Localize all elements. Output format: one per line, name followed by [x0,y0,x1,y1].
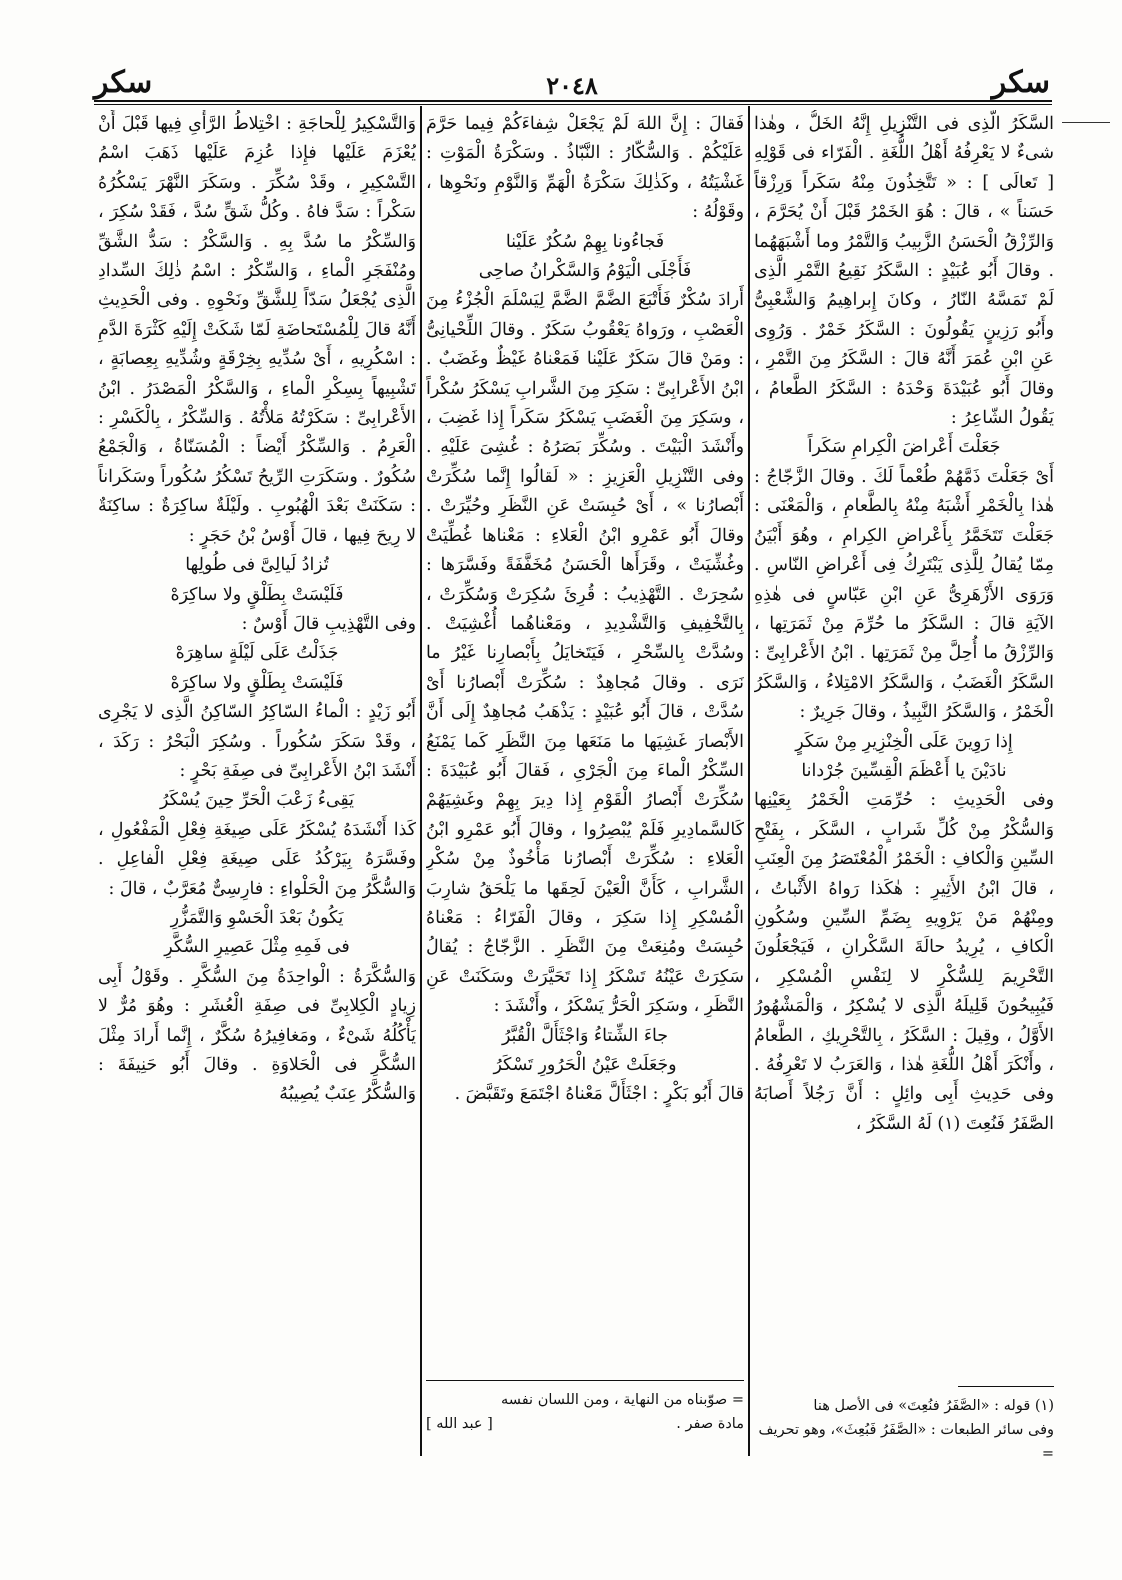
entry-paragraph: وفى التَّهْذِيبِ قالَ أَوْسٌ : [241,613,416,634]
verse-line: إِذا رَوِينَ عَلَى الْخِنْزِيرِ مِنْ سَكَرٍ [795,731,1013,752]
entry-paragraph: فَقالَ : إِنَّ اللهَ لَمْ يَجْعَلْ شِفاءَكُمْ فِيما حَرَّمَ عَلَيْكُمْ . وَالسُّكّارُ : النَّبّاذُ . وسَكْرَةُ الْمَوْتِ : غَشْيَتُهُ ، وكَذٰلِكَ سَكْرَةُ الْهَمِّ وَالنَّوْمِ ونَحْوِها ، وقَوْلُهُ : [426,114,744,223]
column-divider-right [748,106,750,1456]
verse-line: وجَعَلَتْ عَيْنُ الْحَرُورِ تَسْكَرُ [493,1055,677,1075]
footnote-middle-line1: = صوّبناه من النهاية ، ومن اللسان نفسه [501,1392,744,1408]
verse-line: يَقِىءُ زَعْبَ الْحَرِّ حِينَ يُسْكَرُ [159,790,354,811]
column-divider-left [420,106,422,1456]
entry-paragraph: وَالتَّسْكِيرُ لِلْحاجَةِ : اخْتِلاطُ الرَّأْىِ فِيها قَبْلَ أَنْ يُعْزَمَ عَلَيْها فإِذا عُزِمَ عَلَيْها ذَهَبَ اسْمُ التَّسْكِيرِ ، وقَدْ سُكِّرَ . وسَكَرَ النَّهْرَ يَسْكُرُهُ سَكْراً : سَدَّ فاهُ . وكُلُّ شَقٍّ سُدَّ ، فَقَدْ سُكِرَ ، وَالسِّكْرُ ما سُدَّ بِهِ . وَالسَّكْرُ : سَدُّ الشَّقِّ ومُنْفَجَرِ الْماءِ ، وَالسِّكْرُ : اسْمُ ذٰلِكَ السِّدادِ الَّذِى يُجْعَلُ سَدّاً لِلشَّقِّ ونَحْوِهِ . وفى الْحَدِيثِ أَنَّهُ قالَ لِلْمُسْتَحاضَةِ لَمّا شَكَتْ إِلَيْهِ كَثْرَةَ الدَّمِ : اسْكُرِيهِ ، أَىْ سُدِّيهِ بِخِرْقَةٍ وشُدِّيهِ بِعِصابَةٍ ، تَشْبِيهاً بِسِكْرِ الْماءِ ، وَالسَّكْرُ الْمَصْدَرُ . ابْنُ الأَعْرابِىِّ : سَكَرْتُهُ مَلأْتُهُ . وَالسِّكْرُ ، بِالْكَسْرِ : الْعَرِمُ . وَالسِّكْرُ أَيْضاً : الْمُسَنّاةُ ، وَالْجَمْعُ سُكُورٌ . وسَكَرَتِ الرِّيحُ تَسْكُرُ سُكُوراً وسَكَراناً : سَكَنَتْ بَعْدَ الْهُبُوبِ . ولَيْلَةٌ ساكِرَةٌ : ساكِنَةٌ لا رِيحَ فِيها ، قالَ أَوْسُ بْنُ حَجَرٍ : [98,114,416,546]
verse-line: يَكُونُ بَعْدَ الْحَسْوِ وَالتَّمَزُّرِ [170,907,344,928]
page-header [94,54,1050,98]
verse-line: جَذَلْتُ عَلَى لَيْلَةٍ ساهِرَهْ [175,643,339,664]
verse-line: تُزادُ لَيالِىَّ فى طُولِها [185,555,329,576]
verse-line: فَأَجْلَى الْيَوْمُ وَالسَّكْرانُ صاحِى [478,261,692,282]
verse-line: جاءَ الشِّتاءُ وَاجْثَأَلَّ الْقُبَّرُ [501,1025,669,1046]
column-left [98,110,416,1450]
header-rule-thin [94,104,1052,105]
column-right [754,110,1054,1380]
verse-line: نادَيْنَ يا أَعْظَمَ الْقِسِّينَ جُرْدانا [801,760,1007,781]
header-root-word-right: سكر [991,65,1050,100]
margin-mark [1062,122,1110,123]
entry-paragraph: السَّكَرُ الَّذِى فى التَّنْزِيلِ إِنَّهُ الخَلُّ ، وهٰذا شىءٌ لا يَعْرِفُهُ أَهْلُ اللُّغَةِ . الْفَرّاء فى قَوْلِهِ [ تَعالَى ] : « تَتَّخِذُونَ مِنْهُ سَكَراً وَرِزْقاً حَسَناً » ، قالَ : هُوَ الخَمْرُ قَبْلَ أَنْ يُحَرَّمَ ، وَالرِّزْقُ الْحَسَنُ الزَّبِيبُ وَالتَّمْرُ وما أَشْبَهَهُما . وقالَ أَبُو عُبَيْدٍ : السَّكَرُ نَقِيعُ التَّمْرِ الَّذِى لَمْ تَمَسَّهُ النّارُ ، وكانَ إِبراهِيمُ وَالشَّعْبِىُّ وأَبُو رَزِينٍ يَقُولُونَ : السَّكَرُ خَمْرٌ . وَرُوِى عَنِ ابْنِ عُمَرَ أَنَّهُ قالَ : السَّكَرُ مِنَ التَّمْرِ ، وقالَ أَبُو عُبَيْدَةَ وَحْدَهُ : السَّكَرُ الطَّعامُ ، يَقُولُ الشّاعِرُ : [754,114,1054,429]
footnote-rule-middle [426,1380,744,1381]
footnote-right [754,1394,1054,1466]
entry-paragraph: قالَ أَبُو بَكْرٍ : اجْثَأَلَّ مَعْناهُ اجْتَمَعَ وتَقَبَّضَ . [454,1084,744,1105]
footnote-rule-right [958,1386,1054,1387]
editor-signature: [ عبد الله ] [426,1416,493,1432]
entry-paragraph: أَرادَ سُكْرٌ فَأَتْبَعَ الضَّمَّ الضَّمَّ لِيَسْلَمَ الْجُزْءُ مِنَ الْعَصْبِ ، ورَواهُ يَعْقُوبُ سَكَرٌ . وقالَ اللِّحْيانِىُّ : ومَنْ قالَ سَكَرٌ عَلَيْنا فَمَعْناهُ غَيْظٌ وغَضَبٌ . ابْنُ الأَعْرابِىِّ : سَكِرَ مِنَ الشَّرابِ يَسْكَرُ سُكْراً ، وسَكِرَ مِنَ الْغَضَبِ يَسْكَرُ سَكَراً إِذا غَضِبَ ، وأَنْشَدَ الْبَيْتَ . وسُكِّرَ بَصَرُهُ : غُشِىَ عَلَيْهِ . وفى التَّنْزِيلِ الْعَزِيزِ : « لَقالُوا إِنَّما سُكِّرَتْ أَبْصارُنا » ، أَىْ حُبِسَتْ عَنِ النَّظَرِ وحُيِّرَتْ . وقالَ أَبُو عَمْرِو ابْنُ الْعَلاءِ : مَعْناها غُطِّيَتْ وغُشِّيَتْ ، وقَرَأَها الْحَسَنُ مُخَفَّفَةً وفَسَّرَها : سُحِرَتْ . التَّهْذِيبُ : قُرِئَ سُكِرَتْ وَسُكِّرَتْ ، بِالتَّخْفِيفِ وَالتَّشْدِيدِ ، ومَعْناهُما أُغْشِيَتْ . وسُدَّتْ بِالسِّحْرِ ، فَيَتَخايَلُ بِأَبْصارِنا غَيْرُ ما نَرَى . وقالَ مُجاهِدٌ : سُكِّرَتْ أَبْصارُنا أَىْ سُدَّتْ ، قالَ أَبُو عُبَيْدٍ : يَذْهَبُ مُجاهِدٌ إِلَى أَنَّ الأَبْصارَ غَشِيَها ما مَنَعَها مِنَ النَّظَرِ كَما يَمْنَعُ السِّكْرُ الْماءَ مِنَ الْجَرْىِ ، فَقالَ أَبُو عُبَيْدَةَ : سُكِّرَتْ أَبْصارُ الْقَوْمِ إِذا دِيرَ بِهِمْ وغَشِيَهُمْ كَالسَّمادِيرِ فَلَمْ يُبْصِرُوا ، وقالَ أَبُو عَمْرِو ابْنُ الْعَلاءِ : سُكِّرَتْ أَبْصارُنا مَأْخُوذٌ مِنْ سُكْرِ الشَّرابِ ، كَأَنَّ الْعَيْنَ لَحِقَها ما يَلْحَقُ شارِبَ الْمُسْكِرِ إِذا سَكِرَ ، وقالَ الْفَرّاءُ : مَعْناهُ حُبِسَتْ ومُنِعَتْ مِنَ النَّظَرِ . الزَّجّاجُ : يُقالُ سَكِرَتْ عَيْنُهُ تَسْكَرُ إِذا تَحَيَّرَتْ وسَكَنَتْ عَنِ النَّظَرِ ، وسَكِرَ الْحَرُّ يَسْكَرُ ، وأَنْشَدَ : [426,290,744,1017]
entry-paragraph: وفى الْحَدِيثِ : حُرِّمَتِ الْخَمْرُ بِعَيْنِها وَالسُّكْرُ مِنْ كُلِّ شَرابٍ ، السَّكَر ، بِفَتْحِ السِّينِ وَالْكافِ : الْخَمْرُ الْمُعْتَصَرُ مِنَ الْعِنَبِ ، قالَ ابْنُ الأَثِيرِ : هٰكَذا رَواهُ الأَثْباتُ ، ومِنْهُمْ مَنْ يَرْوِيهِ بِضَمِّ السِّينِ وسُكُونِ الْكافِ ، يُرِيدُ حالَةَ السَّكْرانِ ، فَيَجْعَلُونَ التَّحْرِيمَ لِلسُّكْرِ لا لِنَفْسِ الْمُسْكِرِ ، فَيُبِيحُونَ قَلِيلَهُ الَّذِى لا يُسْكِرُ ، وَالْمَشْهُورُ الأَوَّلُ ، وقِيلَ : السَّكَرُ ، بِالتَّحْرِيكِ ، الطَّعامُ ، وأَنْكَرَ أَهْلُ اللُّغَةِ هٰذا ، وَالعَرَبُ لا تَعْرِفُهُ . وفى حَدِيثِ أَبِى وائِلٍ : أَنَّ رَجُلاً أَصابَهُ الصَّفَرُ فَنُعِتَ (١) لَهُ السَّكَرُ ، [754,790,1054,1134]
header-root-word-left: سكر [94,65,153,100]
page-number: ٢٠٤٨ [546,71,598,100]
verse-line: فَلَيْسَتْ بِطَلْقٍ ولا ساكِرَهْ [170,672,344,693]
entry-paragraph: كَذا أَنْشَدَهُ يُسْكَرُ عَلَى صِيغَةِ فِعْلِ الْمَفْعُولِ ، وفَسَّرَهُ بِيَرْكُدُ عَلَى صِيغَةِ فِعْلِ الْفاعِلِ . وَالسُّكَّرُ مِنَ الْحَلْواءِ : فارِسِىٌّ مُعَرَّبٌ ، قالَ : [98,819,416,899]
footnote-right-line1: (١) قوله : «الصَّفَرُ فنُعِتَ» فى الأصل هنا [813,1398,1054,1414]
footnote-right-line2: وفى سائر الطبعات : «الصَّفَرُ فَبُعِثَ»، وهو تحريف = [758,1422,1054,1462]
entry-paragraph: أَىْ جَعَلْتَ ذَمَّهُمْ طُعْماً لَكَ . وقالَ الزَّجّاجُ : هٰذا بِالْخَمْرِ أَشْبَهُ مِنْهُ بِالطَّعامِ ، وَالْمَعْنَى : جَعَلْتَ تَتَخَمَّرُ بِأَعْراضِ الكِرامِ ، وهُوَ أَبْيَنُ مِمّا يُقالُ لِلَّذِى يَبْتَرِكُ فِى أَعْراضِ النّاسِ . وَرَوَى الأَزْهَرِىُّ عَنِ ابْنِ عَبّاسٍ فى هٰذِهِ الآيَةِ قالَ : السَّكَرُ ما حُرِّمَ مِنْ ثَمَرَتِها ، وَالرِّزْقُ ما أُحِلَّ مِنْ ثَمَرَتِها . ابْنُ الأَعْرابِىِّ : السَّكَرُ الْغَضَبُ ، وَالسَّكَرُ الامْتِلاءُ ، وَالسَّكَرُ الْخَمْرُ ، وَالسَّكَرُ النَّبِيذُ ، وقالَ جَرِيرٌ : [754,466,1054,723]
entry-paragraph: أَبُو زَيْدٍ : الْماءُ السّاكِرُ السّاكِنُ الَّذِى لا يَجْرِى ، وقَدْ سَكَرَ سُكُوراً . وسُكِرَ الْبَحْرُ : رَكَدَ ، أَنْشَدَ ابْنُ الأَعْرابِىِّ فى صِفَةِ بَحْرٍ : [98,702,416,781]
header-rule [94,100,1052,102]
verse-line: جَعَلْتَ أَعْراضَ الْكِرامِ سَكَراً [807,437,1001,458]
verse-line: فَلَيْسَتْ بِطَلْقٍ ولا ساكِرَهْ [170,584,344,605]
entry-paragraph: وَالسُّكَّرَةُ : الْواحِدَةُ مِنَ السُّكَّرِ . وقَوْلُ أَبِى زِيادٍ الْكِلابِىِّ فى صِفَةِ الْعُشَرِ : وهُوَ مُرٌّ لا يَأْكُلُهُ شَىْءٌ ، ومَغافِيرُهُ سُكَّرٌ ، إِنَّما أَرادَ مِثْلَ السُّكَّرِ فى الْحَلاوَةِ . وقالَ أَبُو حَنِيفَةَ : وَالسُّكَّرُ عِنَبٌ يُصِيبُهُ [98,966,416,1105]
verse-line: فى فَمِهِ مِثْلَ عَصِيرِ السُّكَّرِ [164,937,350,958]
column-middle [426,110,744,1440]
footnote-middle [426,1388,744,1436]
verse-line: فَجاءُونا بِهِمْ سُكُرٌ عَلَيْنا [505,231,665,252]
footnote-middle-line2: مادة صفر . [676,1416,744,1432]
